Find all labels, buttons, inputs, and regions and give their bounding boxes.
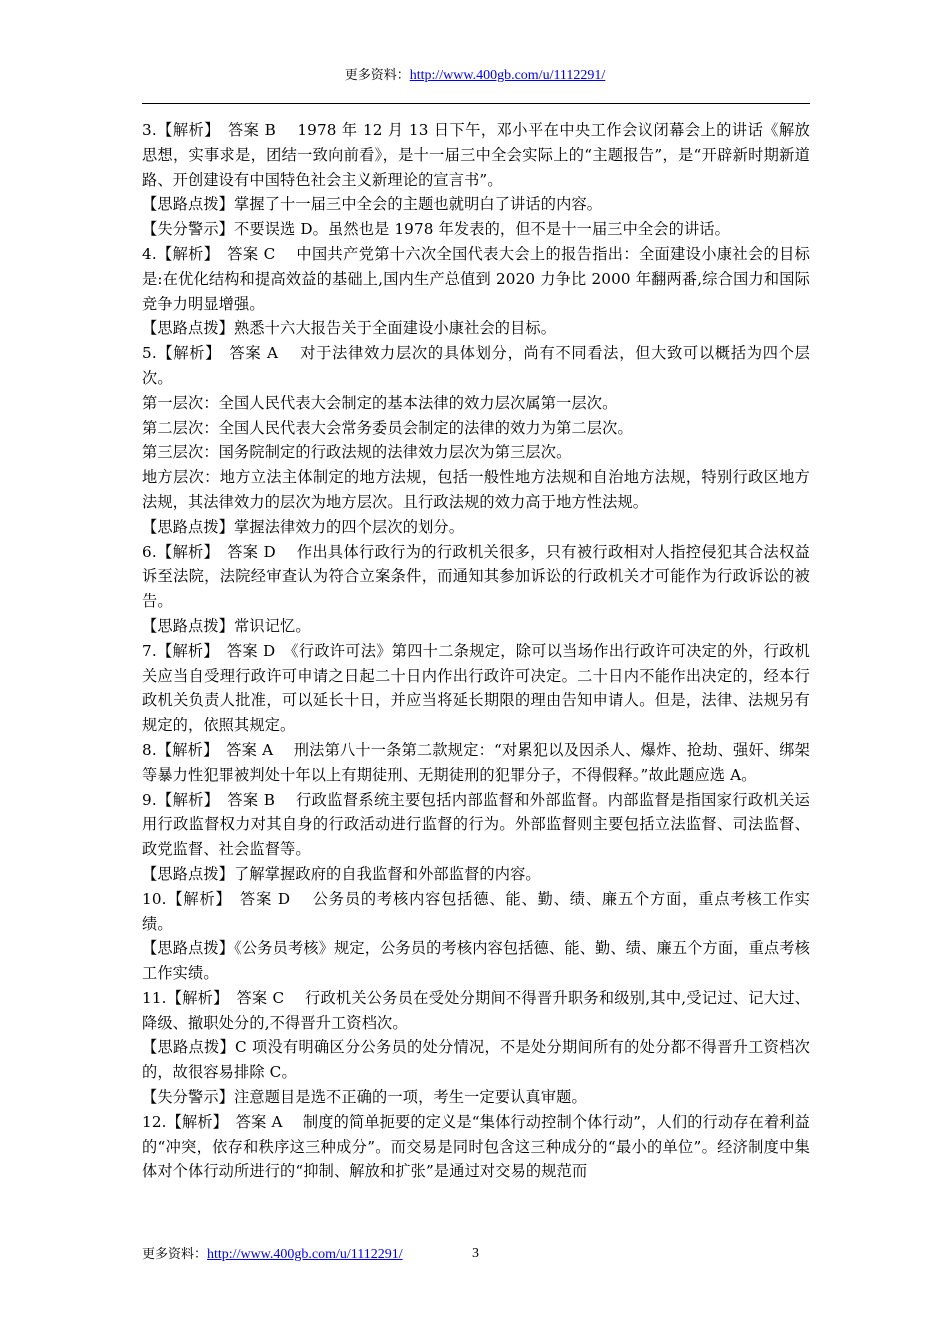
paragraph: 3.【解析】 答案 B 1978 年 12 月 13 日下午，邓小平在中央工作会议闭幕会上的讲话《解放思想，实事求是，团结一致向前看》，是十一届三中全会实际上的“主题报告”，是“开辟新时期新道路、开创建设有中国特色社会主义新理论的宣言书”。	[142, 121, 810, 189]
paragraph: 7.【解析】 答案 D 《行政许可法》第四十二条规定，除可以当场作出行政许可决定的外，行政机关应当自受理行政许可申请之日起二十日内作出行政许可决定。二十日内不能作出决定的，经本行政机关负责人批准，可以延长十日，并应当将延长期限的理由告知申请人。但是，法律、法规另有规定的，依照其规定。	[142, 641, 810, 735]
page-footer	[142, 1245, 810, 1265]
header-divider	[142, 103, 810, 104]
footer-label: 更多资料：	[142, 1247, 208, 1262]
paragraph: 8.【解析】 答案 A 刑法第八十一条第二款规定：“对累犯以及因杀人、爆炸、抢劫、强奸、绑架等暴力性犯罪被判处十年以上有期徒刑、无期徒刑的犯罪分子，不得假释。”故此题应选 A。	[142, 740, 810, 784]
paragraph: 11.【解析】 答案 C 行政机关公务员在受处分期间不得晋升职务和级别,其中,受记过、记大过、降级、撤职处分的,不得晋升工资档次。	[142, 988, 810, 1032]
paragraph: 地方层次：地方立法主体制定的地方法规，包括一般性地方法规和自治地方法规，特别行政区地方法规，其法律效力的层次为地方层次。且行政法规的效力高于地方性法规。	[142, 468, 810, 511]
page-number: 3	[472, 1246, 479, 1261]
paragraph: 【思路点拨】C 项没有明确区分公务员的处分情况，不是处分期间所有的处分都不得晋升工资档次的，故很容易排除 C。	[142, 1038, 810, 1082]
paragraph: 6.【解析】 答案 D 作出具体行政行为的行政机关很多，只有被行政相对人指控侵犯其合法权益诉至法院，法院经审查认为符合立案条件，而通知其参加诉讼的行政机关才可能作为行政诉讼的被告。	[142, 542, 810, 611]
paragraph: 第一层次：全国人民代表大会制定的基本法律的效力层次属第一层次。	[142, 393, 618, 412]
paragraph: 【思路点拨】掌握了十一届三中全会的主题也就明白了讲话的内容。	[142, 195, 603, 214]
paragraph: 12.【解析】 答案 A 制度的简单扼要的定义是“集体行动控制个体行动”，人们的行动存在着利益的“冲突，依存和秩序这三种成分”。而交易是同时包含这三种成分的“最小的单位”。经济制度中集体对个体行动所进行的“抑制、解放和扩张”是通过对交易的规范而	[142, 1112, 810, 1181]
header-label: 更多资料：	[344, 68, 410, 83]
paragraph: 【思路点拨】掌握法律效力的四个层次的划分。	[142, 517, 465, 536]
page-header	[0, 66, 950, 85]
paragraph: 【思路点拨】常识记忆。	[142, 616, 311, 635]
paragraph: 4.【解析】 答案 C 中国共产党第十六次全国代表大会上的报告指出：全面建设小康社会的目标是:在优化结构和提高效益的基础上,国内生产总值到 2020 力争比 2000 年翻两番,综合国力和国际竞争力明显增强。	[142, 244, 810, 313]
paragraph: 【失分警示】不要误选 D。虽然也是 1978 年发表的，但不是十一届三中全会的讲话。	[142, 220, 730, 239]
header-link[interactable]: http://www.400gb.com/u/1112291/	[409, 68, 606, 83]
paragraph: 【思路点拨】《公务员考核》规定，公务员的考核内容包括德、能、勤、绩、廉五个方面，重点考核工作实绩。	[142, 939, 810, 983]
paragraph: 9.【解析】 答案 B 行政监督系统主要包括内部监督和外部监督。内部监督是指国家行政机关运用行政监督权力对其自身的行政活动进行监督的行为。外部监督则主要包括立法监督、司法监督、政党监督、社会监督等。	[142, 790, 810, 859]
paragraph: 第三层次：国务院制定的行政法规的法律效力层次为第三层次。	[142, 443, 572, 462]
paragraph: 【失分警示】注意题目是选不正确的一项，考生一定要认真审题。	[142, 1088, 587, 1107]
paragraph: 5.【解析】 答案 A 对于法律效力层次的具体划分，尚有不同看法，但大致可以概括为四个层次。	[142, 344, 810, 387]
footer-link[interactable]: http://www.400gb.com/u/1112291/	[207, 1247, 403, 1262]
paragraph: 【思路点拨】熟悉十六大报告关于全面建设小康社会的目标。	[142, 319, 557, 338]
paragraph: 10.【解析】 答案 D 公务员的考核内容包括德、能、勤、绩、廉五个方面，重点考核工作实绩。	[142, 889, 810, 933]
paragraph: 第二层次：全国人民代表大会常务委员会制定的法律的效力为第二层次。	[142, 418, 633, 437]
paragraph: 【思路点拨】了解掌握政府的自我监督和外部监督的内容。	[142, 864, 541, 883]
document-body	[142, 118, 810, 1184]
